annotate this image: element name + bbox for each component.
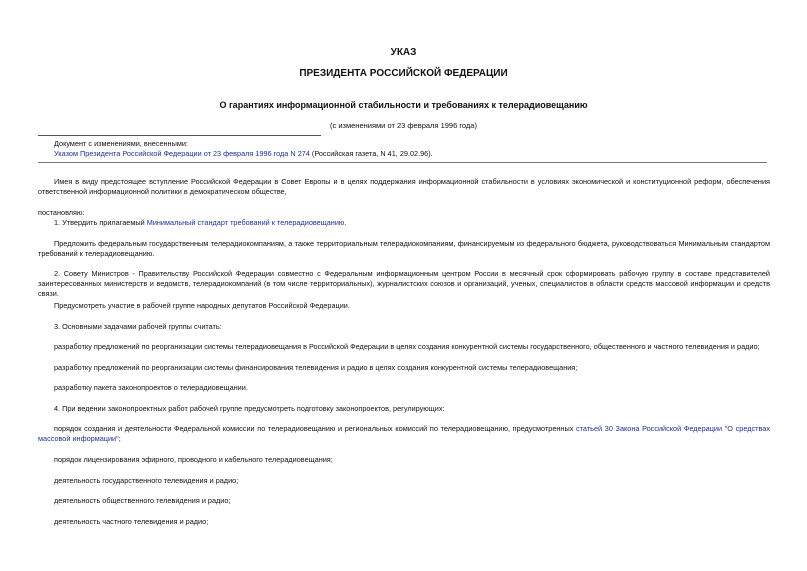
paragraph-10 <box>38 424 770 444</box>
paragraph-11: порядок лицензирования эфирного, проводного и кабельного телерадиовещания; <box>54 455 333 464</box>
paragraph-4: Предусмотреть участие в рабочей группе народных депутатов Российской Федерации. <box>54 301 350 310</box>
amendment-link[interactable]: Указом Президента Российской Федерации от 23 февраля 1996 года N 274 <box>54 149 310 158</box>
preamble-paragraph: Имея в виду предстоящее вступление Российской Федерации в Совет Европы и в целях поддержания информационной стабильности в условиях экономической и конституционной реформ, обеспечения ответственной информационной политики в демократическом обществе, <box>38 177 770 196</box>
document-title: О гарантиях информационной стабильности и требованиях к телерадиовещанию <box>219 100 588 110</box>
paragraph-12: деятельность государственного телевидения и радио; <box>54 476 239 485</box>
paragraph-9: 4. При ведении законопроектных работ рабочей группе предусмотреть подготовку законопроектов, регулирующих: <box>54 404 445 413</box>
minimal-standard-link[interactable]: Минимальный стандарт требований к телерадиовещанию <box>146 218 345 227</box>
paragraph-14: деятельность частного телевидения и радио; <box>54 517 209 526</box>
paragraph-1-text: 1. Утвердить прилагаемый <box>54 218 147 227</box>
paragraph-3: 2. Совету Министров - Правительству Российской Федерации совместно с Федеральным информационным центром России в месячный срок сформировать рабочую группу в составе представителей заинтересованных министерств и ведомств, телерадиокомпаний (в том числе территориальных), журналистских союзов и организаций, ученых, специалистов в области средств массовой информации и средств связи. <box>38 269 770 298</box>
paragraph-2: Предложить федеральным государственным телерадиокомпаниям, а также территориальным телерадиокомпаниям, финансируемым из федерального бюджета, руководствоваться Минимальным стандартом требований к телерадиовещанию. <box>38 239 770 258</box>
paragraph-8: разработку пакета законопроектов о телерадиовещании. <box>54 383 248 392</box>
decree-word: постановляю: <box>38 208 85 217</box>
note-bottom-rule <box>38 162 767 163</box>
paragraph-1 <box>38 218 770 228</box>
issuer-heading: ПРЕЗИДЕНТА РОССИЙСКОЙ ФЕДЕРАЦИИ <box>299 68 508 79</box>
note-top-rule <box>38 135 321 136</box>
amendment-source: (Российская газета, N 41, 29.02.96). <box>309 149 433 158</box>
document-subtitle: (с изменениями от 23 февраля 1996 года) <box>330 121 477 130</box>
mass-media-law-link[interactable]: статьей 30 Закона Российской Федерации "О средствах массовой информации" <box>38 424 770 443</box>
paragraph-13: деятельность общественного телевидения и радио; <box>54 496 231 505</box>
paragraph-5: 3. Основными задачами рабочей группы считать: <box>54 322 222 331</box>
paragraph-6: разработку предложений по реорганизации системы телерадиовещания в Российской Федерации в целях создания конкурентной системы государственного, общественного и частного телевидения и радио; <box>54 342 760 351</box>
amendment-note-label: Документ с изменениями, внесенными: <box>54 139 188 148</box>
amendment-note <box>54 149 433 159</box>
paragraph-10-end: ; <box>118 434 121 443</box>
paragraph-1-end: . <box>344 218 347 227</box>
doc-type-heading: УКАЗ <box>390 47 417 58</box>
paragraph-10-text: порядок создания и деятельности Федеральной комиссии по телерадиовещанию и региональных комиссий по телерадиовещанию, предусмотренных <box>54 424 577 433</box>
paragraph-7: разработку предложений по реорганизации системы финансирования телевидения и радио в целях создания конкурентной системы телерадиовещания; <box>54 363 578 372</box>
